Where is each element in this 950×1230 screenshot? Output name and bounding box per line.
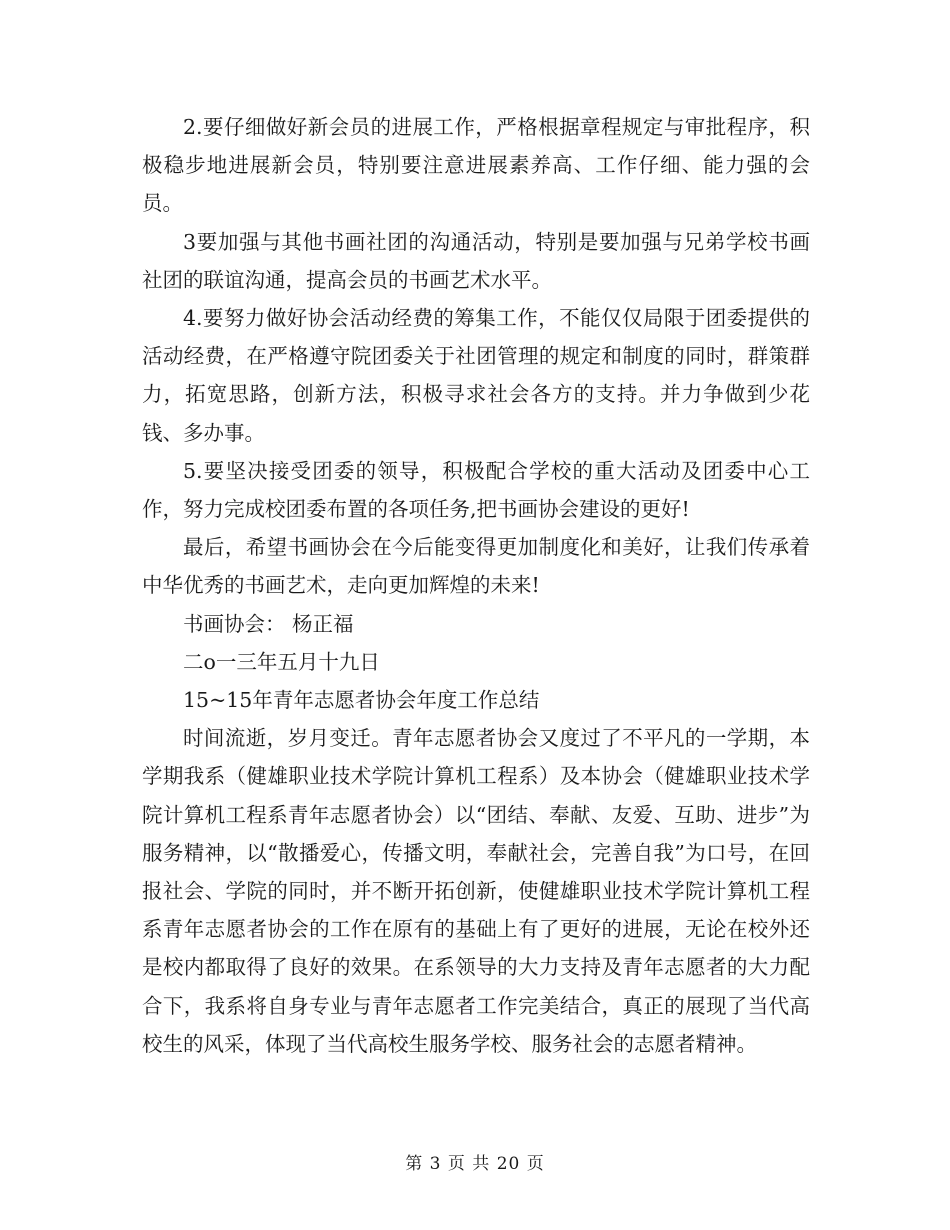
document-body	[142, 108, 810, 1063]
paragraph-item-3: 3要加强与其他书画社团的沟通活动，特别是要加强与兄弟学校书画社团的联谊沟通，提高会员的书画艺术水平。	[142, 229, 810, 292]
paragraph-item-4: 4.要努力做好协会活动经费的筹集工作，不能仅仅局限于团委提供的活动经费，在严格遵守院团委关于社团管理的规定和制度的同时，群策群力，拓宽思路，创新方法，积极寻求社会各方的支持。并力争做到少花钱、多办事。	[142, 306, 810, 445]
paragraph-item-2: 2.要仔细做好新会员的进展工作，严格根据章程规定与审批程序，积极稳步地进展新会员，特别要注意进展素养高、工作仔细、能力强的会员。	[142, 115, 810, 216]
section-heading: 15~15年青年志愿者协会年度工作总结	[183, 688, 540, 713]
paragraph-item-5: 5.要坚决接受团委的领导，积极配合学校的重大活动及团委中心工作，努力完成校团委布置的各项任务,把书画协会建设的更好!	[142, 458, 810, 522]
signature-line: 书画协会： 杨正福	[183, 611, 354, 636]
paragraph-closing: 最后，希望书画协会在今后能变得更加制度化和美好，让我们传承着中华优秀的书画艺术，走向更加辉煌的未来!	[142, 535, 810, 598]
page-number-footer: 第 3 页 共 20 页	[405, 1154, 545, 1174]
summary-paragraph: 时间流逝，岁月变迁。青年志愿者协会又度过了不平凡的一学期，本学期我系（健雄职业技术学院计算机工程系）及本协会（健雄职业技术学院计算机工程系青年志愿者协会）以“团结、奉献、友爱、互助、进步”为服务精神，以“散播爱心，传播文明，奉献社会，完善自我”为口号，在回报社会、学院的同时，并不断开拓创新，使健雄职业技术学院计算机工程系青年志愿者协会的工作在原有的基础上有了更好的进展，无论在校外还是校内都取得了良好的效果。在系领导的大力支持及青年志愿者的大力配合下，我系将自身专业与青年志愿者工作完美结合，真正的展现了当代高校生的风采，体现了当代高校生服务学校、服务社会的志愿者精神。	[142, 726, 810, 1056]
date-line: 二o一三年五月十九日	[183, 649, 380, 674]
